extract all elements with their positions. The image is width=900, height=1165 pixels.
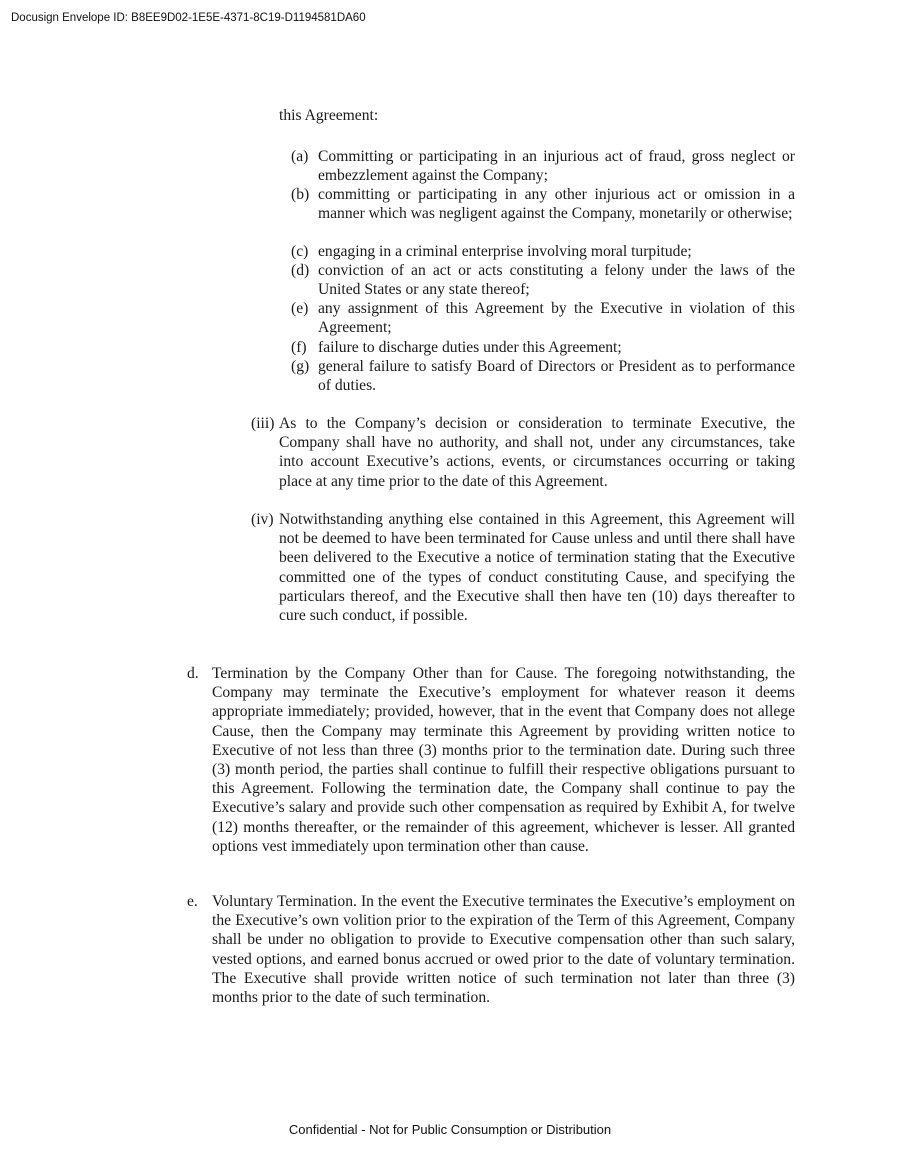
list-item-text: any assignment of this Agreement by the Executive in violation of this Agreement; xyxy=(318,300,795,337)
intro-line: this Agreement: xyxy=(279,107,379,124)
roman-clause xyxy=(251,414,795,491)
clause-text: As to the Company’s decision or consideration to terminate Executive, the Company shall have no authority, and shall not, under any circumstances, take into account Executive’s actions, events, or circumstances occurring or taking place at any time prior to the date of this Agreement. xyxy=(279,415,795,490)
list-item xyxy=(279,147,795,185)
list-item-text: conviction of an act or acts constituting a felony under the laws of the United States or any state thereof; xyxy=(318,262,795,299)
section-marker: e. xyxy=(187,893,198,910)
list-item-text: committing or participating in any other injurious act or omission in a manner which was negligent against the Company, monetarily or otherwise; xyxy=(318,186,795,223)
list-item-text: general failure to satisfy Board of Directors or President as to performance of duties. xyxy=(318,358,795,395)
docusign-envelope-id: Docusign Envelope ID: B8EE9D02-1E5E-4371-8C19-D1194581DA60 xyxy=(11,12,366,24)
clause-marker: (iv) xyxy=(251,511,274,528)
roman-clause xyxy=(251,510,795,625)
list-item-text: engaging in a criminal enterprise involving moral turpitude; xyxy=(318,243,692,260)
confidential-footer: Confidential - Not for Public Consumption or Distribution xyxy=(288,1122,612,1137)
list-marker: (f) xyxy=(291,339,307,356)
section-text: Voluntary Termination. In the event the Executive terminates the Executive’s employment on the Executive’s own volition prior to the expiration of the Term of this Agreement, Company shall be under no obligation to provide to Executive compensation other than such salary, vested options, and earned bonus accrued or owed prior to the date of voluntary termination. The Executive shall provide written notice of such termination not later than three (3) months prior to the date of such termination. xyxy=(212,893,795,1007)
section-e xyxy=(187,892,795,1007)
list-marker: (d) xyxy=(291,262,310,279)
list-item-text: failure to discharge duties under this Agreement; xyxy=(318,339,622,356)
list-marker: (b) xyxy=(291,186,310,203)
section-d xyxy=(187,664,795,856)
list-marker: (a) xyxy=(291,148,309,165)
list-item xyxy=(279,357,795,395)
section-text: Termination by the Company Other than for Cause. The foregoing notwithstanding, the Company may terminate the Executive’s employment for whatever reason it deems appropriate immediately; provided, however, that in the event that Company does not allege Cause, then the Company may terminate this Agreement by providing written notice to Executive of not less than three (3) months prior to the termination date. During such three (3) month period, the parties shall continue to fulfill their respective obligations pursuant to this Agreement. Following the termination date, the Company shall continue to pay the Executive’s salary and provide such other compensation as required by Exhibit A, for twelve (12) months thereafter, or the remainder of this agreement, whichever is lesser. All granted options vest immediately upon termination other than cause. xyxy=(212,665,795,855)
clause-marker: (iii) xyxy=(251,415,275,432)
list-marker: (g) xyxy=(291,358,310,375)
list-marker: (c) xyxy=(291,243,309,260)
list-item xyxy=(279,261,795,299)
list-item xyxy=(279,338,795,357)
section-marker: d. xyxy=(187,665,199,682)
list-item xyxy=(279,242,795,261)
list-item xyxy=(279,185,795,223)
list-item-text: Committing or participating in an injurious act of fraud, gross neglect or embezzlement against the Company; xyxy=(318,148,795,185)
clause-text: Notwithstanding anything else contained in this Agreement, this Agreement will not be deemed to have been terminated for Cause unless and until there shall have been delivered to the Executive a notice of termination stating that the Executive committed one of the types of conduct constituting Cause, and specifying the particulars thereof, and the Executive shall then have ten (10) days thereafter to cure such conduct, if possible. xyxy=(279,511,795,625)
list-item xyxy=(279,299,795,337)
list-marker: (e) xyxy=(291,300,309,317)
